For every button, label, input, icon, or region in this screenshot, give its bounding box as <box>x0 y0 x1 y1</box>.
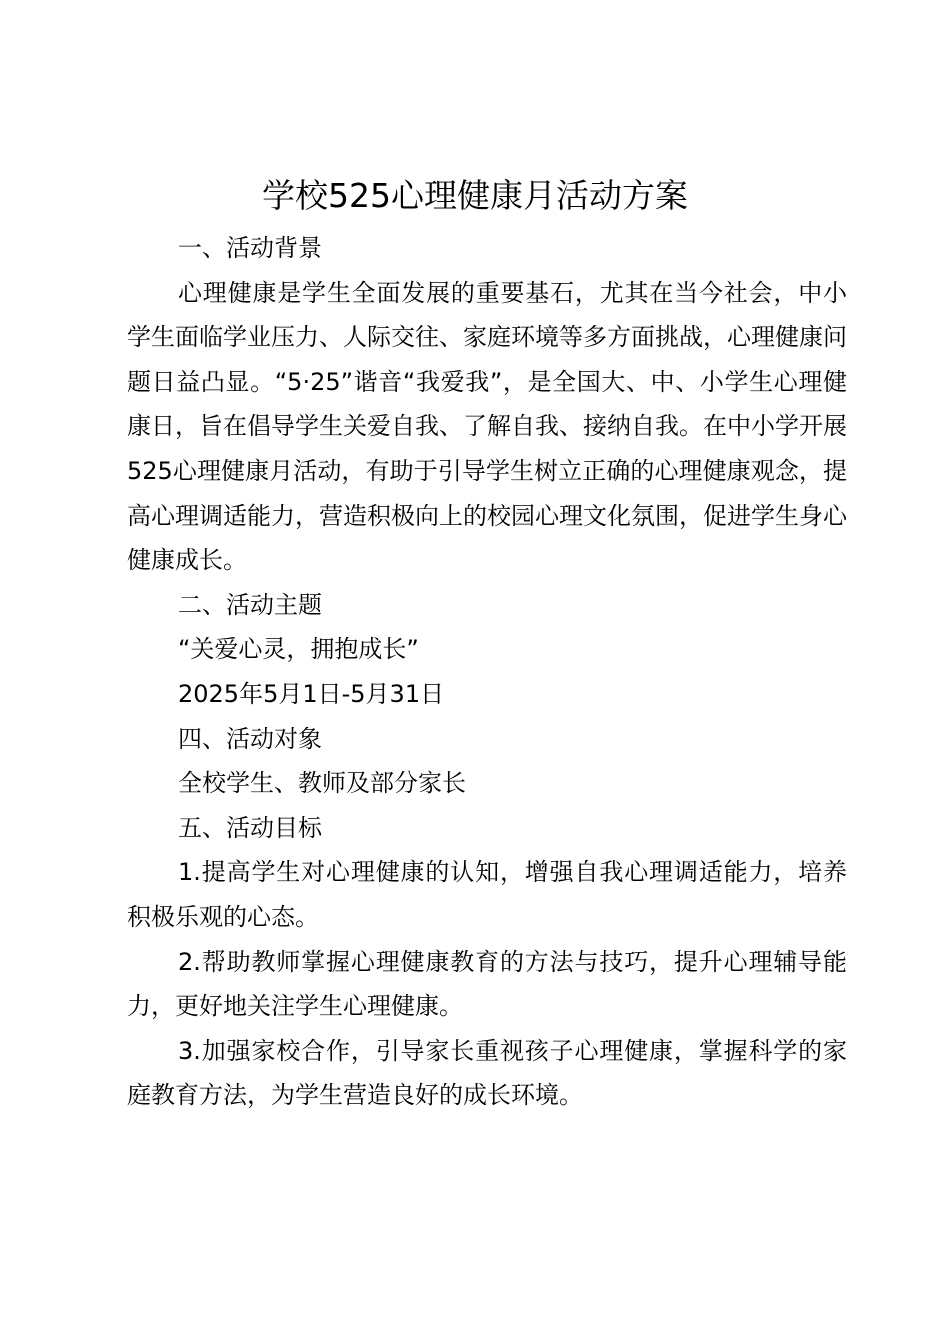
paragraph-goal-2: 2.帮助教师掌握心理健康教育的方法与技巧，提升心理辅导能力，更好地关注学生心理健康。 <box>127 947 847 1021</box>
section-heading-background: 一、活动背景 <box>178 234 322 262</box>
document-body <box>127 226 847 1118</box>
section-heading-target: 四、活动对象 <box>178 724 322 753</box>
paragraph-target: 全校学生、教师及部分家长 <box>178 769 466 798</box>
section-heading-goals: 五、活动目标 <box>178 813 322 842</box>
section-heading-theme: 二、活动主题 <box>178 590 322 619</box>
paragraph-background: 心理健康是学生全面发展的重要基石，尤其在当今社会，中小学生面临学业压力、人际交往、家庭环境等多方面挑战，心理健康问题日益凸显。“5·25”谐音“我爱我”，是全国大、中、小学生心理健康日，旨在倡导学生关爱自我、了解自我、接纳自我。在中小学开展525心理健康月活动，有助于引导学生树立正确的心理健康观念，提高心理调适能力，营造积极向上的校园心理文化氛围，促进学生身心健康成长。 <box>127 278 847 575</box>
paragraph-goal-3: 3.加强家校合作，引导家长重视孩子心理健康，掌握科学的家庭教育方法，为学生营造良好的成长环境。 <box>127 1036 847 1110</box>
paragraph-theme: “关爱心灵，拥抱成长” <box>178 635 419 664</box>
paragraph-goal-1: 1.提高学生对心理健康的认知，增强自我心理调适能力，培养积极乐观的心态。 <box>127 858 847 931</box>
paragraph-date: 2025年5月1日-5月31日 <box>178 679 445 708</box>
document-title: 学校525心理健康月活动方案 <box>262 176 688 215</box>
